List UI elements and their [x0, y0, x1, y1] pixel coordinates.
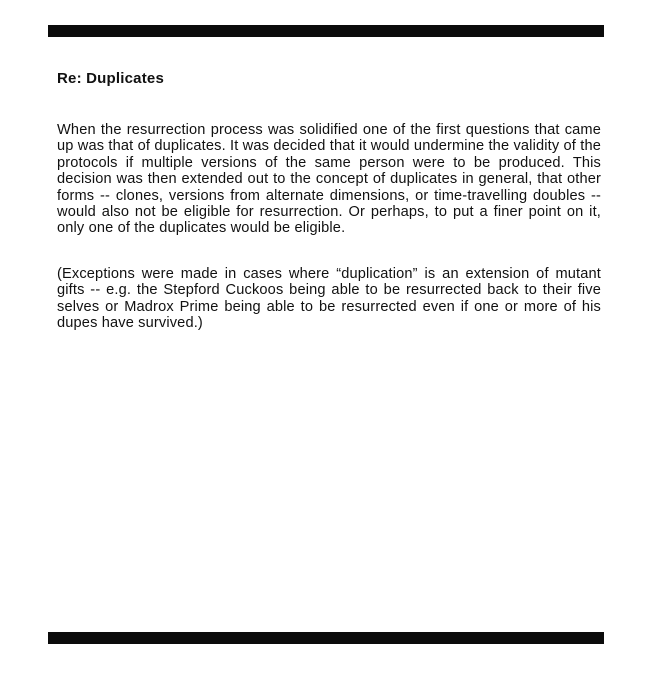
document-body [57, 70, 601, 331]
paragraph-exceptions: (Exceptions were made in cases where “duplication” is an extension of mutant gifts -- e.g. the Stepford Cuckoos being able to be resurrected back to their five selves or Madrox Prime being able to be resurrected even if one or more of his dupes have survived.) [57, 265, 601, 332]
document-heading: Re: Duplicates [57, 70, 164, 87]
bottom-divider-bar [48, 632, 604, 644]
top-divider-bar [48, 25, 604, 37]
paragraph-duplicates-policy: When the resurrection process was solidified one of the first questions that came up was that of duplicates. It was decided that it would undermine the validity of the protocols if multiple versions of the same person were to be produced. This decision was then extended out to the concept of duplicates in general, that other forms -- clones, versions from alternate dimensions, or time-travelling doubles -- would also not be eligible for resurrection. Or perhaps, to put a finer point on it, only one of the duplicates would be eligible. [57, 122, 601, 237]
